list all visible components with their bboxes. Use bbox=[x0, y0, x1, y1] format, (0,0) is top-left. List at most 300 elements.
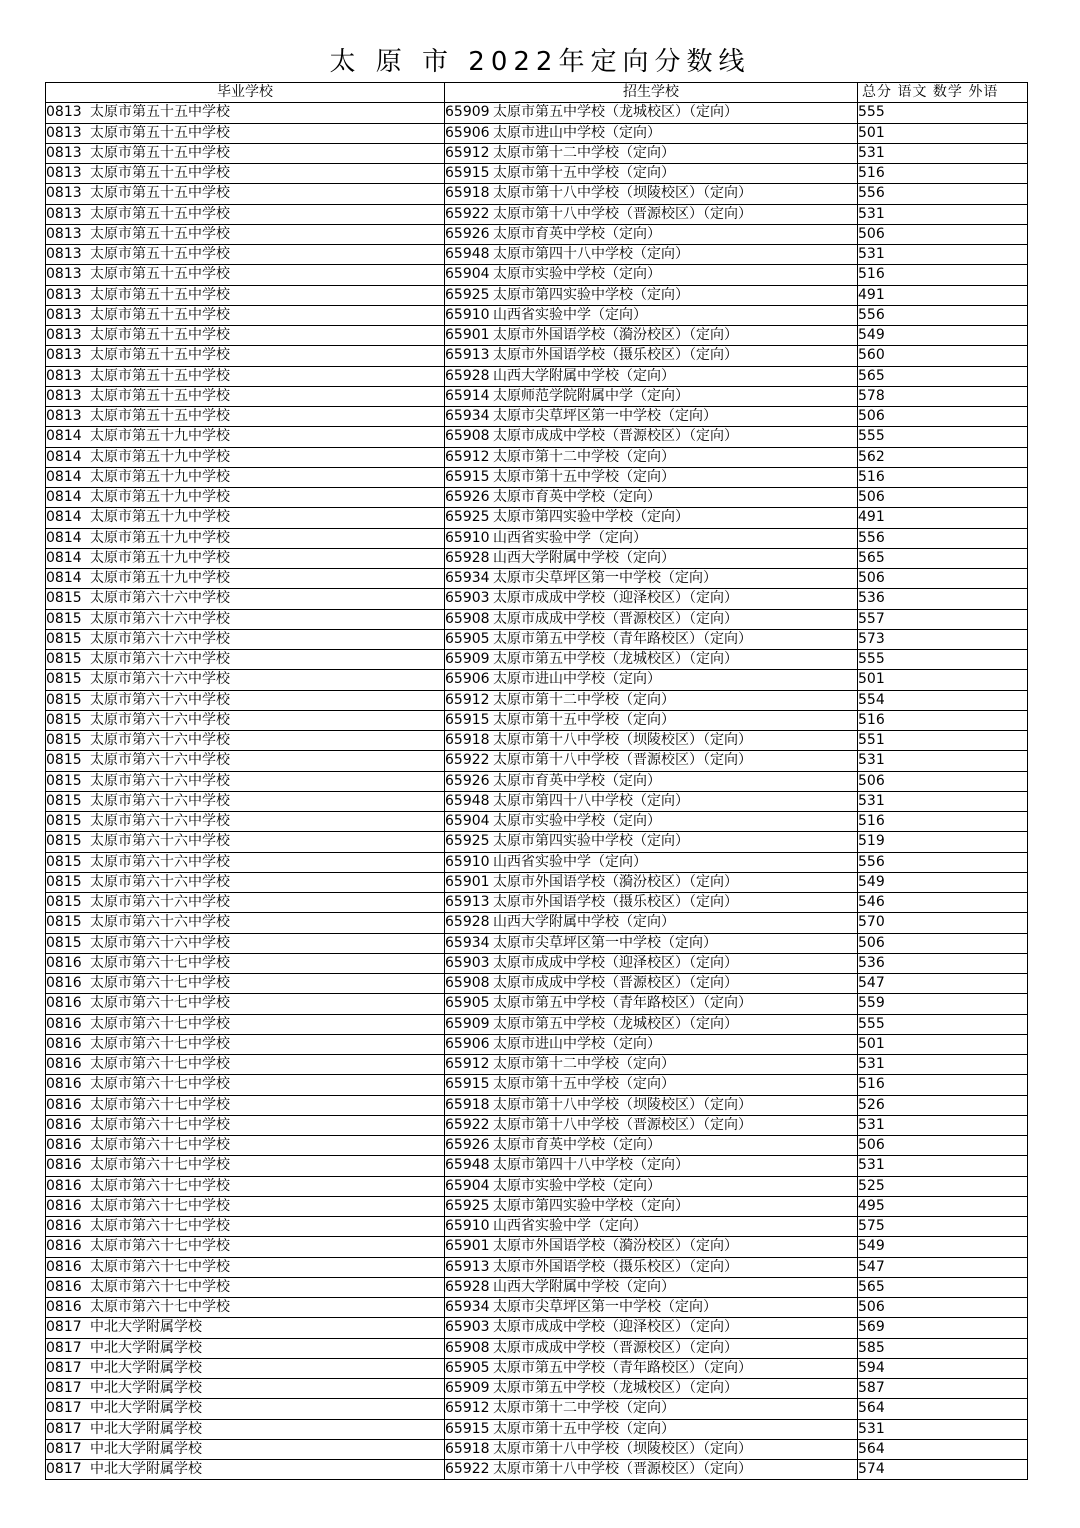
table-row bbox=[46, 609, 1028, 629]
graduate-school-code: 0814 bbox=[46, 448, 82, 465]
graduate-school-name: 太原市第五十九中学校 bbox=[90, 529, 230, 546]
enroll-school-name: 太原市第十五中学校（定向） bbox=[493, 1076, 675, 1093]
graduate-school-cell bbox=[46, 589, 445, 609]
graduate-school-name: 中北大学附属学校 bbox=[90, 1380, 202, 1396]
graduate-school-cell bbox=[46, 326, 445, 346]
graduate-school-cell bbox=[46, 933, 445, 953]
total-score: 531 bbox=[858, 1419, 1028, 1439]
graduate-school-name: 太原市第五十五中学校 bbox=[90, 347, 230, 364]
graduate-school-cell bbox=[46, 670, 445, 690]
total-score: 501 bbox=[858, 1034, 1028, 1054]
graduate-school-name: 太原市第五十五中学校 bbox=[90, 408, 230, 424]
graduate-school-name: 太原市第五十五中学校 bbox=[90, 165, 230, 181]
graduate-school-name: 太原市第六十六中学校 bbox=[90, 752, 230, 769]
enroll-school-cell bbox=[445, 670, 858, 690]
table-row bbox=[46, 1318, 1028, 1338]
enroll-school-name: 太原市第五中学校（龙城校区）（定向） bbox=[493, 651, 738, 667]
graduate-school-name: 太原市第六十六中学校 bbox=[90, 691, 230, 708]
graduate-school-name: 太原市第六十七中学校 bbox=[90, 1238, 230, 1255]
total-score: 556 bbox=[858, 528, 1028, 548]
enroll-school-cell bbox=[445, 184, 858, 204]
graduate-school-name: 太原市第六十七中学校 bbox=[90, 1197, 230, 1214]
graduate-school-cell bbox=[46, 164, 445, 184]
enroll-school-name: 太原市育英中学校（定向） bbox=[493, 772, 661, 789]
enroll-school-name: 太原市成成中学校（晋源校区）（定向） bbox=[493, 975, 738, 991]
graduate-school-name: 太原市第六十六中学校 bbox=[90, 914, 230, 931]
enroll-school-code: 65925 bbox=[445, 286, 490, 303]
enroll-school-cell bbox=[445, 285, 858, 305]
table-row bbox=[46, 447, 1028, 467]
graduate-school-code: 0816 bbox=[46, 1137, 82, 1153]
enroll-school-name: 太原市第四实验中学校（定向） bbox=[493, 286, 689, 303]
total-score: 556 bbox=[858, 305, 1028, 325]
enroll-school-code: 65926 bbox=[445, 1137, 490, 1153]
graduate-school-cell bbox=[46, 488, 445, 508]
graduate-school-name: 太原市第六十七中学校 bbox=[90, 1218, 230, 1234]
enroll-school-cell bbox=[445, 123, 858, 143]
graduate-school-code: 0816 bbox=[46, 1056, 82, 1072]
enroll-school-name: 太原市第十二中学校（定向） bbox=[493, 691, 675, 708]
enroll-school-code: 65908 bbox=[445, 975, 490, 991]
table-row bbox=[46, 913, 1028, 933]
enroll-school-code: 65915 bbox=[445, 165, 490, 181]
graduate-school-name: 太原市第五十九中学校 bbox=[90, 428, 230, 445]
table-row bbox=[46, 1156, 1028, 1176]
graduate-school-cell bbox=[46, 1075, 445, 1095]
total-score: 555 bbox=[858, 650, 1028, 670]
table-row bbox=[46, 467, 1028, 487]
total-score: 506 bbox=[858, 771, 1028, 791]
graduate-school-name: 太原市第六十七中学校 bbox=[90, 995, 230, 1012]
graduate-school-code: 0816 bbox=[46, 1076, 82, 1093]
graduate-school-cell bbox=[46, 751, 445, 771]
table-row bbox=[46, 164, 1028, 184]
enroll-school-code: 65918 bbox=[445, 732, 490, 748]
table-row bbox=[46, 710, 1028, 730]
graduate-school-cell bbox=[46, 305, 445, 325]
enroll-school-cell bbox=[445, 548, 858, 568]
total-score: 578 bbox=[858, 386, 1028, 406]
header-graduate-school: 毕业学校 bbox=[46, 83, 445, 103]
enroll-school-code: 65903 bbox=[445, 1319, 490, 1336]
total-score: 531 bbox=[858, 1115, 1028, 1135]
graduate-school-cell bbox=[46, 123, 445, 143]
graduate-school-cell bbox=[46, 893, 445, 913]
graduate-school-cell bbox=[46, 1176, 445, 1196]
enroll-school-code: 65906 bbox=[445, 671, 490, 688]
graduate-school-name: 太原市第五十五中学校 bbox=[90, 306, 230, 323]
enroll-school-cell bbox=[445, 305, 858, 325]
enroll-school-code: 65905 bbox=[445, 995, 490, 1012]
enroll-school-cell bbox=[445, 1399, 858, 1419]
enroll-school-name: 山西省实验中学（定向） bbox=[493, 529, 647, 546]
enroll-school-cell bbox=[445, 528, 858, 548]
total-score: 564 bbox=[858, 1439, 1028, 1459]
graduate-school-cell bbox=[46, 650, 445, 670]
graduate-school-cell bbox=[46, 265, 445, 285]
graduate-school-name: 中北大学附属学校 bbox=[90, 1359, 202, 1376]
graduate-school-code: 0813 bbox=[46, 367, 82, 384]
enroll-school-code: 65913 bbox=[445, 1258, 490, 1275]
graduate-school-name: 中北大学附属学校 bbox=[90, 1400, 202, 1417]
enroll-school-cell bbox=[445, 1196, 858, 1216]
graduate-school-code: 0814 bbox=[46, 468, 82, 485]
enroll-school-cell bbox=[445, 953, 858, 973]
enroll-school-cell bbox=[445, 346, 858, 366]
graduate-school-name: 太原市第六十七中学校 bbox=[90, 1096, 230, 1113]
total-score: 516 bbox=[858, 710, 1028, 730]
graduate-school-code: 0815 bbox=[46, 752, 82, 769]
total-score: 506 bbox=[858, 933, 1028, 953]
table-row bbox=[46, 1196, 1028, 1216]
enroll-school-name: 太原市第十二中学校（定向） bbox=[493, 1400, 675, 1417]
enroll-school-name: 太原市外国语学校（漪汾校区）（定向） bbox=[493, 1238, 738, 1255]
total-score: 575 bbox=[858, 1217, 1028, 1237]
table-row bbox=[46, 427, 1028, 447]
enroll-school-name: 太原市成成中学校（晋源校区）（定向） bbox=[493, 1339, 738, 1356]
graduate-school-cell bbox=[46, 204, 445, 224]
table-row bbox=[46, 224, 1028, 244]
total-score: 565 bbox=[858, 548, 1028, 568]
enroll-school-name: 太原市外国语学校（摄乐校区）（定向） bbox=[493, 347, 738, 364]
enroll-school-code: 65934 bbox=[445, 570, 490, 586]
graduate-school-code: 0816 bbox=[46, 995, 82, 1012]
graduate-school-name: 太原市第六十七中学校 bbox=[90, 1116, 230, 1133]
total-score: 564 bbox=[858, 1399, 1028, 1419]
total-score: 555 bbox=[858, 427, 1028, 447]
table-row bbox=[46, 1298, 1028, 1318]
enroll-school-code: 65925 bbox=[445, 833, 490, 850]
table-row bbox=[46, 1419, 1028, 1439]
graduate-school-code: 0817 bbox=[46, 1461, 82, 1477]
total-score: 531 bbox=[858, 791, 1028, 811]
total-score: 554 bbox=[858, 690, 1028, 710]
graduate-school-cell bbox=[46, 1034, 445, 1054]
table-row bbox=[46, 629, 1028, 649]
enroll-school-cell bbox=[445, 407, 858, 427]
graduate-school-name: 太原市第六十七中学校 bbox=[90, 1278, 230, 1295]
table-row bbox=[46, 548, 1028, 568]
header-score: 总分 语文 数学 外语 bbox=[858, 83, 1028, 103]
graduate-school-name: 太原市第五十九中学校 bbox=[90, 509, 230, 526]
enroll-school-cell bbox=[445, 508, 858, 528]
graduate-school-cell bbox=[46, 285, 445, 305]
enroll-school-cell bbox=[445, 488, 858, 508]
graduate-school-name: 太原市第六十六中学校 bbox=[90, 772, 230, 789]
enroll-school-name: 太原市成成中学校（晋源校区）（定向） bbox=[493, 428, 738, 445]
enroll-school-code: 65922 bbox=[445, 752, 490, 769]
header-enroll-school: 招生学校 bbox=[445, 83, 858, 103]
graduate-school-cell bbox=[46, 1156, 445, 1176]
graduate-school-name: 太原市第五十五中学校 bbox=[90, 124, 230, 141]
enroll-school-cell bbox=[445, 447, 858, 467]
enroll-school-code: 65910 bbox=[445, 529, 490, 546]
enroll-school-name: 太原市第十八中学校（坝陵校区）（定向） bbox=[493, 1096, 752, 1113]
enroll-school-name: 太原市外国语学校（摄乐校区）（定向） bbox=[493, 894, 738, 910]
enroll-school-name: 太原市进山中学校（定向） bbox=[493, 1035, 661, 1052]
graduate-school-code: 0813 bbox=[46, 286, 82, 303]
graduate-school-name: 太原市第五十五中学校 bbox=[90, 144, 230, 161]
table-row bbox=[46, 1439, 1028, 1459]
total-score: 549 bbox=[858, 1237, 1028, 1257]
table-row bbox=[46, 1358, 1028, 1378]
graduate-school-code: 0815 bbox=[46, 894, 82, 910]
graduate-school-cell bbox=[46, 1196, 445, 1216]
enroll-school-code: 65904 bbox=[445, 813, 490, 829]
enroll-school-cell bbox=[445, 1055, 858, 1075]
graduate-school-name: 太原市第六十七中学校 bbox=[90, 1157, 230, 1174]
enroll-school-code: 65909 bbox=[445, 651, 490, 667]
graduate-school-name: 太原市第六十七中学校 bbox=[90, 1299, 230, 1315]
graduate-school-cell bbox=[46, 103, 445, 123]
enroll-school-cell bbox=[445, 427, 858, 447]
enroll-school-name: 太原市进山中学校（定向） bbox=[493, 671, 661, 688]
graduate-school-code: 0813 bbox=[46, 347, 82, 364]
enroll-school-code: 65934 bbox=[445, 934, 490, 951]
total-score: 516 bbox=[858, 164, 1028, 184]
graduate-school-name: 太原市第六十七中学校 bbox=[90, 1137, 230, 1153]
enroll-school-cell bbox=[445, 690, 858, 710]
table-row bbox=[46, 204, 1028, 224]
enroll-school-code: 65928 bbox=[445, 367, 490, 384]
graduate-school-code: 0813 bbox=[46, 246, 82, 262]
graduate-school-code: 0813 bbox=[46, 327, 82, 343]
table-row bbox=[46, 569, 1028, 589]
graduate-school-name: 太原市第五十九中学校 bbox=[90, 468, 230, 485]
table-row bbox=[46, 670, 1028, 690]
graduate-school-code: 0813 bbox=[46, 266, 82, 283]
graduate-school-code: 0815 bbox=[46, 732, 82, 748]
enroll-school-name: 山西大学附属中学校（定向） bbox=[493, 549, 675, 566]
graduate-school-name: 太原市第五十九中学校 bbox=[90, 549, 230, 566]
graduate-school-cell bbox=[46, 913, 445, 933]
enroll-school-code: 65915 bbox=[445, 711, 490, 728]
total-score: 501 bbox=[858, 123, 1028, 143]
total-score: 526 bbox=[858, 1095, 1028, 1115]
graduate-school-code: 0813 bbox=[46, 185, 82, 202]
graduate-school-code: 0816 bbox=[46, 1299, 82, 1315]
enroll-school-code: 65901 bbox=[445, 1238, 490, 1255]
enroll-school-cell bbox=[445, 710, 858, 730]
enroll-school-code: 65915 bbox=[445, 1076, 490, 1093]
enroll-school-code: 65903 bbox=[445, 954, 490, 971]
graduate-school-code: 0814 bbox=[46, 428, 82, 445]
enroll-school-cell bbox=[445, 650, 858, 670]
graduate-school-cell bbox=[46, 609, 445, 629]
enroll-school-name: 太原市成成中学校（晋源校区）（定向） bbox=[493, 610, 738, 627]
enroll-school-name: 太原市成成中学校（迎泽校区）（定向） bbox=[493, 954, 738, 971]
enroll-school-code: 65934 bbox=[445, 1299, 490, 1315]
enroll-school-name: 太原市育英中学校（定向） bbox=[493, 225, 661, 242]
enroll-school-cell bbox=[445, 1419, 858, 1439]
graduate-school-code: 0816 bbox=[46, 1278, 82, 1295]
graduate-school-cell bbox=[46, 1277, 445, 1297]
graduate-school-code: 0814 bbox=[46, 489, 82, 505]
enroll-school-name: 太原市第十八中学校（晋源校区）（定向） bbox=[493, 752, 752, 769]
graduate-school-name: 太原市第六十六中学校 bbox=[90, 630, 230, 647]
total-score: 557 bbox=[858, 609, 1028, 629]
enroll-school-code: 65913 bbox=[445, 894, 490, 910]
graduate-school-name: 太原市第六十七中学校 bbox=[90, 1177, 230, 1194]
enroll-school-name: 太原市育英中学校（定向） bbox=[493, 489, 661, 505]
table-row bbox=[46, 953, 1028, 973]
enroll-school-name: 太原市第四十八中学校（定向） bbox=[493, 792, 689, 809]
graduate-school-code: 0816 bbox=[46, 1096, 82, 1113]
graduate-school-cell bbox=[46, 569, 445, 589]
graduate-school-name: 太原市第六十六中学校 bbox=[90, 651, 230, 667]
enroll-school-cell bbox=[445, 609, 858, 629]
graduate-school-code: 0815 bbox=[46, 853, 82, 870]
total-score: 506 bbox=[858, 488, 1028, 508]
enroll-school-name: 太原市实验中学校（定向） bbox=[493, 1177, 661, 1194]
enroll-school-code: 65912 bbox=[445, 144, 490, 161]
total-score: 547 bbox=[858, 974, 1028, 994]
enroll-school-code: 65922 bbox=[445, 1461, 490, 1477]
graduate-school-name: 太原市第五十五中学校 bbox=[90, 327, 230, 343]
enroll-school-name: 太原市第五中学校（龙城校区）（定向） bbox=[493, 104, 738, 121]
graduate-school-code: 0813 bbox=[46, 205, 82, 222]
graduate-school-name: 太原市第五十五中学校 bbox=[90, 266, 230, 283]
total-score: 556 bbox=[858, 184, 1028, 204]
enroll-school-name: 太原市第十二中学校（定向） bbox=[493, 144, 675, 161]
graduate-school-cell bbox=[46, 1419, 445, 1439]
enroll-school-code: 65912 bbox=[445, 691, 490, 708]
enroll-school-cell bbox=[445, 326, 858, 346]
total-score: 562 bbox=[858, 447, 1028, 467]
enroll-school-code: 65912 bbox=[445, 1400, 490, 1417]
table-row bbox=[46, 346, 1028, 366]
graduate-school-code: 0813 bbox=[46, 408, 82, 424]
graduate-school-name: 太原市第五十五中学校 bbox=[90, 205, 230, 222]
table-row bbox=[46, 812, 1028, 832]
graduate-school-cell bbox=[46, 386, 445, 406]
total-score: 569 bbox=[858, 1318, 1028, 1338]
table-row bbox=[46, 589, 1028, 609]
total-score: 559 bbox=[858, 994, 1028, 1014]
table-row bbox=[46, 285, 1028, 305]
table-row bbox=[46, 1379, 1028, 1399]
graduate-school-code: 0816 bbox=[46, 1035, 82, 1052]
enroll-school-code: 65925 bbox=[445, 1197, 490, 1214]
graduate-school-code: 0813 bbox=[46, 144, 82, 161]
total-score: 506 bbox=[858, 569, 1028, 589]
graduate-school-name: 中北大学附属学校 bbox=[90, 1461, 202, 1477]
enroll-school-name: 太原市第四实验中学校（定向） bbox=[493, 509, 689, 526]
graduate-school-cell bbox=[46, 1217, 445, 1237]
graduate-school-cell bbox=[46, 1399, 445, 1419]
total-score: 573 bbox=[858, 629, 1028, 649]
table-row bbox=[46, 508, 1028, 528]
enroll-school-cell bbox=[445, 204, 858, 224]
graduate-school-code: 0815 bbox=[46, 691, 82, 708]
enroll-school-name: 太原市实验中学校（定向） bbox=[493, 266, 661, 283]
graduate-school-cell bbox=[46, 1460, 445, 1480]
table-row bbox=[46, 1176, 1028, 1196]
enroll-school-name: 太原市第十八中学校（坝陵校区）（定向） bbox=[493, 1440, 752, 1457]
table-row bbox=[46, 1460, 1028, 1480]
total-score: 506 bbox=[858, 224, 1028, 244]
enroll-school-code: 65918 bbox=[445, 1096, 490, 1113]
enroll-school-cell bbox=[445, 164, 858, 184]
graduate-school-code: 0815 bbox=[46, 833, 82, 850]
enroll-school-cell bbox=[445, 1034, 858, 1054]
enroll-school-name: 太原市第十八中学校（晋源校区）（定向） bbox=[493, 1461, 752, 1477]
table-row bbox=[46, 771, 1028, 791]
enroll-school-code: 65928 bbox=[445, 914, 490, 931]
graduate-school-code: 0815 bbox=[46, 671, 82, 688]
graduate-school-name: 太原市第六十六中学校 bbox=[90, 792, 230, 809]
enroll-school-code: 65910 bbox=[445, 853, 490, 870]
graduate-school-name: 中北大学附属学校 bbox=[90, 1319, 202, 1336]
table-row bbox=[46, 731, 1028, 751]
enroll-school-name: 太原市第十二中学校（定向） bbox=[493, 1056, 675, 1072]
table-row bbox=[46, 366, 1028, 386]
graduate-school-cell bbox=[46, 1237, 445, 1257]
enroll-school-name: 太原市成成中学校（迎泽校区）（定向） bbox=[493, 590, 738, 607]
enroll-school-code: 65915 bbox=[445, 1420, 490, 1437]
enroll-school-cell bbox=[445, 812, 858, 832]
graduate-school-name: 中北大学附属学校 bbox=[90, 1440, 202, 1457]
total-score: 531 bbox=[858, 1055, 1028, 1075]
table-row bbox=[46, 184, 1028, 204]
enroll-school-name: 太原市第十八中学校（坝陵校区）（定向） bbox=[493, 185, 752, 202]
table-row bbox=[46, 994, 1028, 1014]
enroll-school-code: 65926 bbox=[445, 489, 490, 505]
enroll-school-code: 65906 bbox=[445, 1035, 490, 1052]
table-row bbox=[46, 1034, 1028, 1054]
enroll-school-code: 65913 bbox=[445, 347, 490, 364]
graduate-school-cell bbox=[46, 447, 445, 467]
table-row bbox=[46, 386, 1028, 406]
graduate-school-name: 太原市第五十五中学校 bbox=[90, 286, 230, 303]
total-score: 556 bbox=[858, 852, 1028, 872]
enroll-school-name: 太原市育英中学校（定向） bbox=[493, 1137, 661, 1153]
total-score: 501 bbox=[858, 670, 1028, 690]
enroll-school-code: 65948 bbox=[445, 1157, 490, 1174]
enroll-school-name: 太原市成成中学校（迎泽校区）（定向） bbox=[493, 1319, 738, 1336]
enroll-school-name: 太原市尖草坪区第一中学校（定向） bbox=[493, 934, 717, 951]
table-row bbox=[46, 1014, 1028, 1034]
graduate-school-cell bbox=[46, 1095, 445, 1115]
enroll-school-cell bbox=[445, 224, 858, 244]
graduate-school-code: 0817 bbox=[46, 1359, 82, 1376]
table-row bbox=[46, 123, 1028, 143]
enroll-school-code: 65905 bbox=[445, 1359, 490, 1376]
total-score: 516 bbox=[858, 1075, 1028, 1095]
graduate-school-cell bbox=[46, 427, 445, 447]
enroll-school-cell bbox=[445, 731, 858, 751]
graduate-school-name: 太原市第六十七中学校 bbox=[90, 1258, 230, 1275]
enroll-school-cell bbox=[445, 791, 858, 811]
graduate-school-cell bbox=[46, 1439, 445, 1459]
enroll-school-code: 65922 bbox=[445, 205, 490, 222]
graduate-school-code: 0817 bbox=[46, 1319, 82, 1336]
graduate-school-code: 0816 bbox=[46, 1238, 82, 1255]
enroll-school-code: 65928 bbox=[445, 1278, 490, 1295]
graduate-school-name: 太原市第六十六中学校 bbox=[90, 813, 230, 829]
total-score: 531 bbox=[858, 245, 1028, 265]
enroll-school-cell bbox=[445, 569, 858, 589]
graduate-school-cell bbox=[46, 629, 445, 649]
enroll-school-name: 太原市第五中学校（龙城校区）（定向） bbox=[493, 1015, 738, 1032]
enroll-school-cell bbox=[445, 771, 858, 791]
enroll-school-name: 太原市外国语学校（漪汾校区）（定向） bbox=[493, 327, 738, 343]
enroll-school-name: 太原市第十八中学校（坝陵校区）（定向） bbox=[493, 732, 752, 748]
graduate-school-cell bbox=[46, 812, 445, 832]
enroll-school-name: 太原市第十二中学校（定向） bbox=[493, 448, 675, 465]
enroll-school-code: 65948 bbox=[445, 246, 490, 262]
graduate-school-name: 太原市第六十七中学校 bbox=[90, 954, 230, 971]
